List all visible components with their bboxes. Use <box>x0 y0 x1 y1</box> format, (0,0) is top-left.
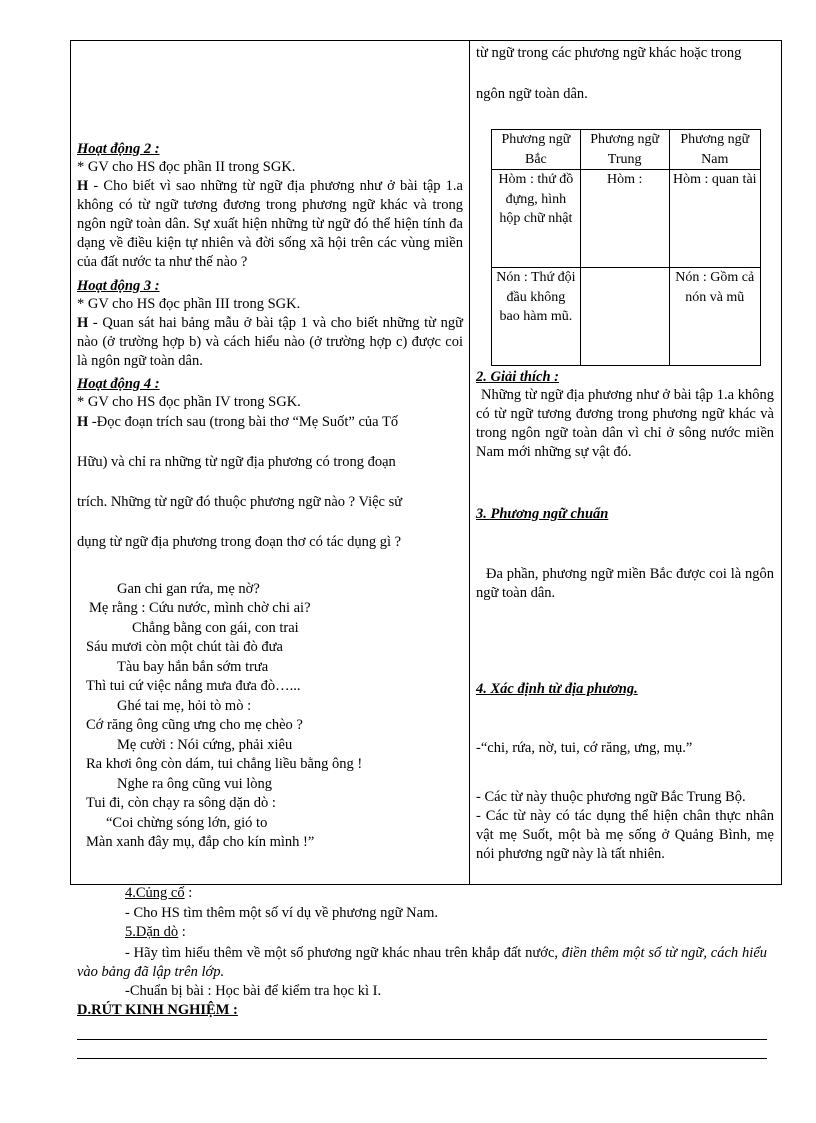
activity-2-question <box>77 177 463 272</box>
homework-paragraph: - Hãy tìm hiểu thêm về một số phương ngữ khác nhau trên khắp đất nước, điền thêm một số từ ngữ, cách hiểu vào bảng đã lập trên lớp. <box>77 945 768 980</box>
activity-3 <box>77 278 463 371</box>
section-3-text: Đa phần, phương ngữ miền Bắc được coi là ngôn ngữ toàn dân. <box>476 566 774 601</box>
activity-4-heading: Hoạt động 4 : <box>77 376 160 392</box>
section-4 <box>476 681 774 698</box>
consolidation-text: - Cho HS tìm thêm một số ví dụ về phương ngữ Nam. <box>125 905 438 921</box>
h-label: H <box>77 315 89 331</box>
poem-line: Ghé tai mẹ, hỏi tò mò : <box>117 698 252 714</box>
poem-line: Ra khơi ông còn dám, tui chẳng liều bằng ông ! <box>86 756 363 772</box>
table-cell: Nón : Thứ đội đầu không bao hàm mũ. <box>492 268 581 366</box>
table-cell: Hòm : thứ đồ đựng, hình hộp chữ nhật <box>492 170 581 268</box>
consolidation-title: 4.Củng cố : <box>125 885 193 901</box>
poem-line: Thì tui cứ việc nắng mưa đưa đò…... <box>86 678 301 694</box>
table-cell: Hòm : quan tài <box>669 170 760 268</box>
activity-3-question-text: - Quan sát hai bảng mẫu ở bài tập 1 và cho biết những từ ngữ nào (ở trường hợp b) và cách hiểu nào (ở trường hợp c) được coi là ngôn ngữ toàn dân. <box>77 315 463 369</box>
dialect-comparison-table <box>491 129 761 366</box>
section-4-words: -“chi, rứa, nờ, tui, cớ răng, ưng, mụ.” <box>476 740 693 756</box>
activity-2-instruction: * GV cho HS đọc phần II trong SGK. <box>77 159 296 175</box>
section-4-points <box>476 788 774 864</box>
table-header-cell: Phương ngữ Bắc <box>492 130 581 170</box>
experience-heading: D.RÚT KINH NGHIỆM : <box>77 1002 238 1018</box>
table-cell: Hòm : <box>580 170 669 268</box>
activity-4-question-line4: dụng từ ngữ địa phương trong đoạn thơ có tác dụng gì ? <box>77 534 402 550</box>
activity-3-heading: Hoạt động 3 : <box>77 278 160 294</box>
activity-4-question-line1: H -Đọc đoạn trích sau (trong bài thơ “Mẹ Suốt” của Tố <box>77 414 399 430</box>
table-header-cell: Phương ngữ Nam <box>669 130 760 170</box>
activity-2-heading: Hoạt động 2 : <box>77 141 160 157</box>
poem-line: Chẳng bằng con gái, con trai <box>132 620 299 636</box>
section-3-body <box>476 565 774 603</box>
poem-line: Tui đi, còn chạy ra sông dặn dò : <box>86 795 276 811</box>
section-2-heading: 2. Giải thích : <box>476 369 559 385</box>
table-row <box>492 268 761 366</box>
activity-3-question <box>77 314 463 371</box>
poem-line: Mẹ cười : Nói cứng, phải xiêu <box>117 737 293 753</box>
activity-2-question-text: - Cho biết vì sao những từ ngữ địa phương như ở bài tập 1.a không có từ ngữ tương đương trong phương ngữ khác và trong ngôn ngữ toàn dân. Sự xuất hiện những từ ngữ đó thể hiện tính đa dạng về điều kiện tự nhiên và đời sống xã hội trên các vùng miền của đất nước ta như thế nào ? <box>77 178 463 270</box>
writing-line <box>77 1058 767 1059</box>
poem-line: Gan chi gan rứa, mẹ nờ? <box>117 581 260 597</box>
intro-line-1: từ ngữ trong các phương ngữ khác hoặc trong <box>476 45 742 61</box>
table-row <box>492 170 761 268</box>
table-cell <box>580 268 669 366</box>
section-2-text: Những từ ngữ địa phương như ở bài tập 1.a không có từ ngữ tương đương trong phương ngữ khác và trong ngôn ngữ toàn dân vì chỉ ở sông nước miền Nam mới những sự vật đó. <box>476 387 774 460</box>
activity-4-instruction: * GV cho HS đọc phần IV trong SGK. <box>77 394 301 410</box>
table-header-row <box>492 130 761 170</box>
poem-line: Màn xanh đây mụ, đắp cho kín mình !” <box>86 834 315 850</box>
table-header-cell: Phương ngữ Trung <box>580 130 669 170</box>
section-4-point-1: - Các từ này thuộc phương ngữ Bắc Trung Bộ. <box>476 789 746 805</box>
poem-line: Tàu bay hắn bắn sớm trưa <box>117 659 269 675</box>
homework-text <box>77 944 767 982</box>
column-divider <box>469 40 470 885</box>
h-label: H <box>77 178 89 194</box>
section-3 <box>476 506 774 523</box>
homework-title: 5.Dặn dò : <box>125 924 186 940</box>
section-3-heading: 3. Phương ngữ chuẩn <box>476 506 609 522</box>
activity-4-question-line3: trích. Những từ ngữ đó thuộc phương ngữ nào ? Việc sử <box>77 494 403 510</box>
activity-4 <box>77 376 463 412</box>
poem-line: Mẹ rằng : Cứu nước, mình chờ chi ai? <box>89 600 311 616</box>
poem-line: “Coi chừng sóng lớn, gió to <box>106 815 268 831</box>
poem-line: Sáu mươi còn một chút tài đò đưa <box>86 639 283 655</box>
h-label: H <box>77 414 89 430</box>
poem-line: Nghe ra ông cũng vui lòng <box>117 776 273 792</box>
poem-line: Cớ răng ông cũng ưng cho mẹ chèo ? <box>86 717 303 733</box>
intro-line-2: ngôn ngữ toàn dân. <box>476 86 588 102</box>
writing-line <box>77 1039 767 1040</box>
prepare-text: -Chuẩn bị bài : Học bài để kiểm tra học kì I. <box>125 983 382 999</box>
activity-3-instruction: * GV cho HS đọc phần III trong SGK. <box>77 296 301 312</box>
section-4-heading: 4. Xác định từ địa phương. <box>476 681 638 697</box>
section-4-point-2: - Các từ này có tác dụng thể hiện chân thực nhân vật mẹ Suốt, một bà mẹ sống ở Quảng Bình, mẹ nói phương ngữ này là tất nhiên. <box>476 808 774 862</box>
section-2 <box>476 369 774 462</box>
activity-4-question-line2: Hữu) và chỉ ra những từ ngữ địa phương có trong đoạn <box>77 454 396 470</box>
activity-2 <box>77 141 463 272</box>
table-cell: Nón : Gồm cả nón và mũ <box>669 268 760 366</box>
